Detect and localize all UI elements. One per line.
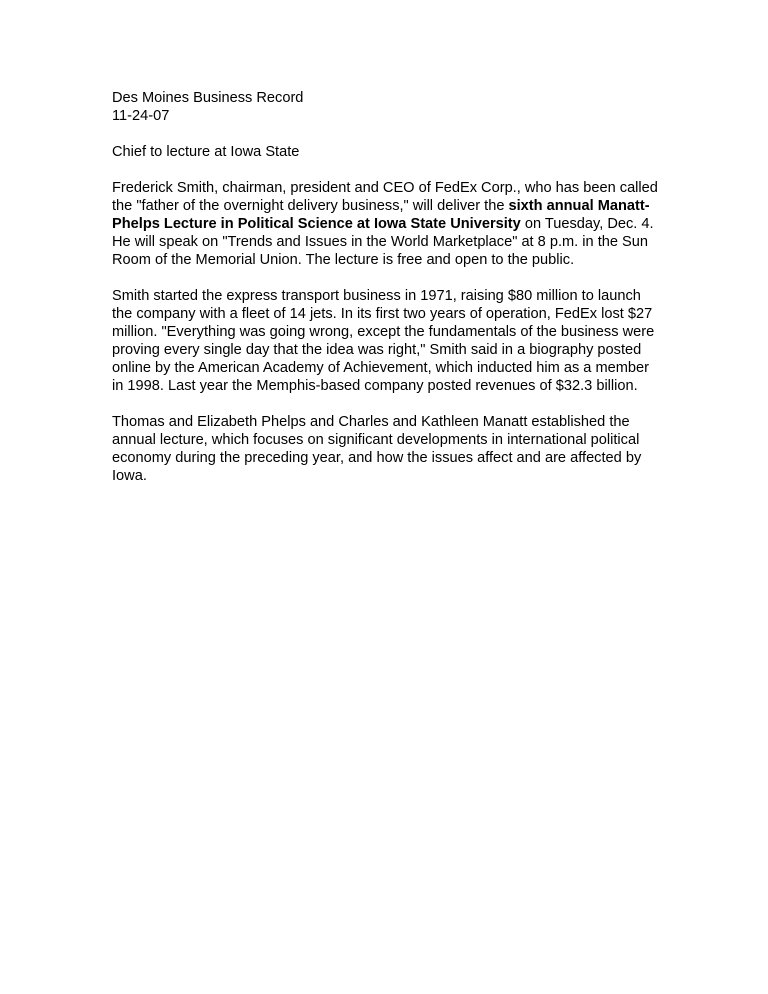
article-headline: Chief to lecture at Iowa State: [112, 144, 300, 160]
document-header: [112, 89, 662, 125]
article-paragraph-3: Thomas and Elizabeth Phelps and Charles and Kathleen Manatt established the annual lecture, which focuses on significant developments in international political economy during the preceding year, and how the issues affect and are affected by Iowa.: [112, 414, 642, 484]
publication-date: 11-24-07: [112, 108, 170, 124]
article-paragraph-2: Smith started the express transport business in 1971, raising $80 million to launch the company with a fleet of 14 jets. In its first two years of operation, FedEx lost $27 million. "Everything was going wrong, except the fundamentals of the business were proving every single day that the idea was right," Smith said in a biography posted online by the American Academy of Achievement, which inducted him as a member in 1998. Last year the Memphis-based company posted revenues of $32.3 billion.: [112, 288, 655, 394]
publication-name: Des Moines Business Record: [112, 90, 304, 106]
article-paragraph-1: [112, 179, 662, 269]
document-page: [112, 89, 662, 503]
paragraph-1-text-b: on Tuesday, Dec. 4. He will speak on "Trends and Issues in the World Marketplace" at 8 p.m. in the Sun Room of the Memorial Union. The lecture is free and open to the public.: [112, 216, 654, 268]
lecture-name-bold: sixth annual Manatt-Phelps Lecture in Political Science at Iowa State University: [112, 198, 650, 232]
paragraph-1-text-a: Frederick Smith, chairman, president and CEO of FedEx Corp., who has been called the "father of the overnight delivery business," will deliver the: [112, 180, 658, 214]
